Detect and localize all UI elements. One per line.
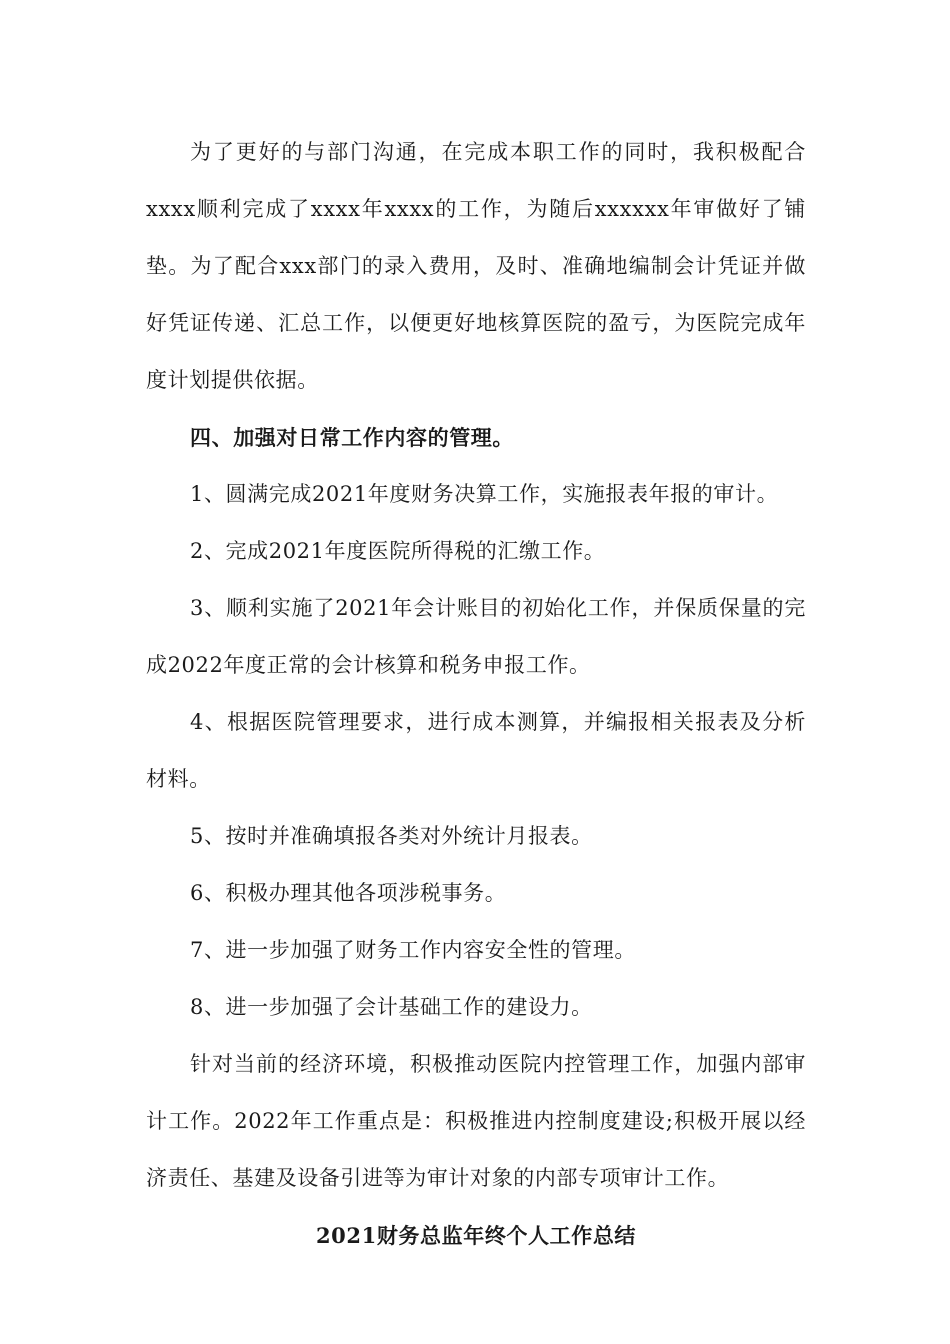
section-heading-4: 四、加强对日常工作内容的管理。 [190, 425, 514, 450]
list-item-3: 3、顺利实施了2021年会计账目的初始化工作，并保质保量的完成2022年度正常的会计核算和税务申报工作。 [146, 596, 806, 677]
list-item-8: 8、进一步加强了会计基础工作的建设力。 [190, 995, 593, 1019]
document-page [146, 124, 806, 1264]
list-item-1: 1、圆满完成2021年度财务决算工作，实施报表年报的审计。 [190, 482, 779, 506]
closing-paragraph: 针对当前的经济环境，积极推动医院内控管理工作，加强内部审计工作。2022年工作重点是：积极推进内控制度建设;积极开展以经济责任、基建及设备引进等为审计对象的内部专项审计工作。 [146, 1052, 806, 1190]
list-item-2: 2、完成2021年度医院所得税的汇缴工作。 [190, 539, 606, 563]
list-item-5: 5、按时并准确填报各类对外统计月报表。 [190, 824, 593, 848]
intro-paragraph: 为了更好的与部门沟通，在完成本职工作的同时，我积极配合xxxx顺利完成了xxxx年xxxx的工作，为随后xxxxxx年审做好了铺垫。为了配合xxx部门的录入费用，及时、准确地编制会计凭证并做好凭证传递、汇总工作，以便更好地核算医院的盈亏，为医院完成年度计划提供依据。 [146, 140, 806, 392]
list-item-7: 7、进一步加强了财务工作内容安全性的管理。 [190, 938, 636, 962]
list-item-4: 4、根据医院管理要求，进行成本测算，并编报相关报表及分析材料。 [146, 710, 806, 791]
list-item-6: 6、积极办理其他各项涉税事务。 [190, 881, 507, 905]
section-title: 2021财务总监年终个人工作总结 [315, 1223, 637, 1248]
